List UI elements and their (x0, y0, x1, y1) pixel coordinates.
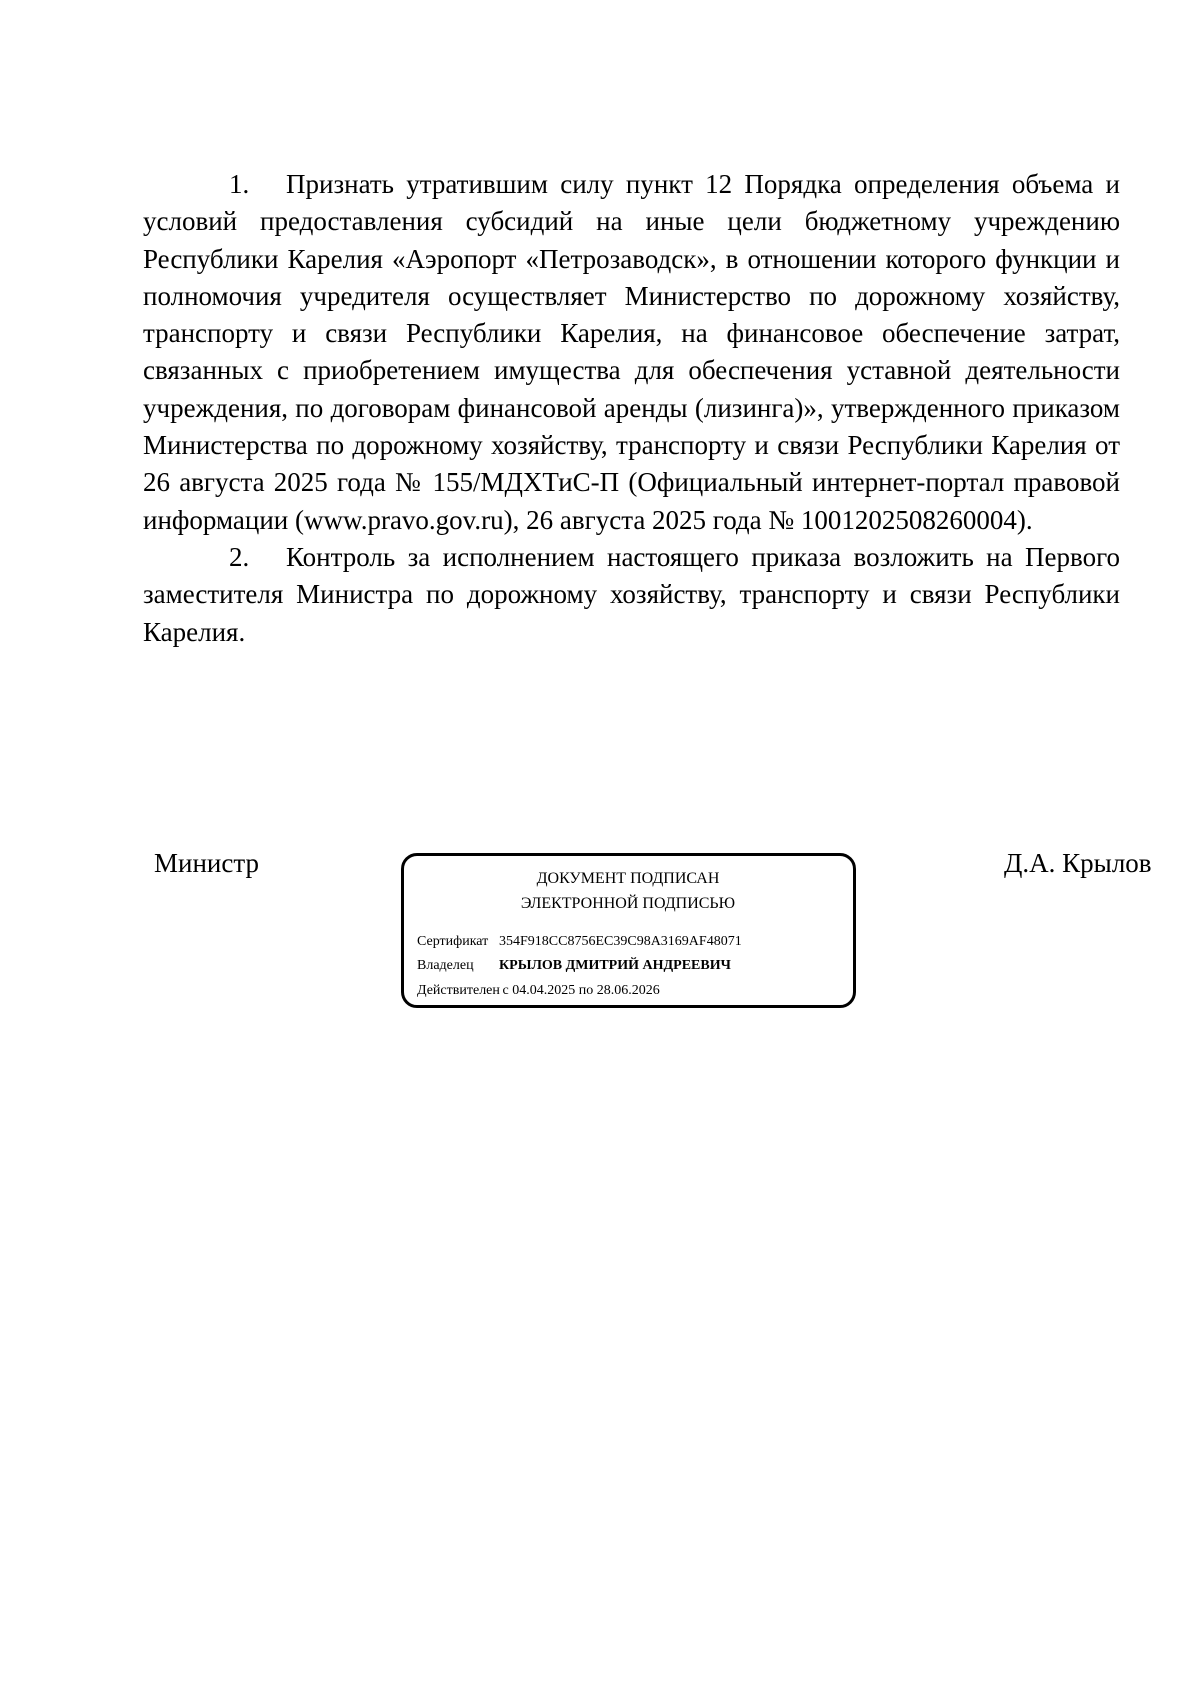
paragraph-number: 1. (229, 169, 250, 199)
stamp-validity-row (417, 982, 660, 1000)
paragraph-2 (143, 539, 1120, 651)
owner-value: КРЫЛОВ ДМИТРИЙ АНДРЕЕВИЧ (499, 958, 731, 973)
stamp-certificate-row (417, 933, 742, 951)
document-body (143, 166, 1120, 651)
stamp-header-line: ЭЛЕКТРОННОЙ ПОДПИСЬЮ (520, 895, 736, 912)
certificate-value: 354F918CC8756EC39C98A3169AF48071 (499, 934, 742, 949)
paragraph-text: Признать утратившим силу пункт 12 Порядка определения объема и условий предоставления субсидий на иные цели бюджетному учреждению Республики Карелия «Аэропорт «Петрозаводск», в отношении которого функции и полномочия учредителя осуществляет Министерство по дорожному хозяйству, транспорту и связи Республики Карелия, на финансовое обеспечение затрат, связанных с приобретением имущества для обеспечения уставной деятельности учреждения, по договорам финансовой аренды (лизинга)», утвержденного приказом Министерства по дорожному хозяйству, транспорту и связи Республики Карелия от 26 августа 2025 года № 155/МДХТиС-П (Официальный интернет-портал правовой информации (www.pravo.gov.ru), 26 августа 2025 года № 1001202508260004). (143, 169, 1120, 535)
stamp-header-line: ДОКУМЕНТ ПОДПИСАН (536, 870, 720, 887)
certificate-label: Сертификат (417, 934, 489, 949)
stamp-header (404, 866, 852, 916)
validity-label: Действителен (417, 983, 500, 998)
signer-name: Д.А. Крылов (1004, 848, 1152, 878)
electronic-signature-stamp (401, 853, 856, 1008)
paragraph-text: Контроль за исполнением настоящего приказа возложить на Первого заместителя Министра по дорожному хозяйству, транспорту и связи Республики Карелия. (143, 541, 1120, 647)
paragraph-number: 2. (229, 541, 250, 572)
signer-position: Министр (154, 848, 259, 878)
valid-from-date: 04.04.2025 (512, 983, 576, 998)
stamp-owner-row (417, 957, 731, 975)
paragraph-1 (143, 166, 1120, 539)
owner-label: Владелец (417, 958, 474, 973)
valid-to-prefix: по (578, 983, 594, 998)
valid-from-prefix: с (502, 983, 509, 998)
valid-to-date: 28.06.2026 (596, 983, 660, 998)
